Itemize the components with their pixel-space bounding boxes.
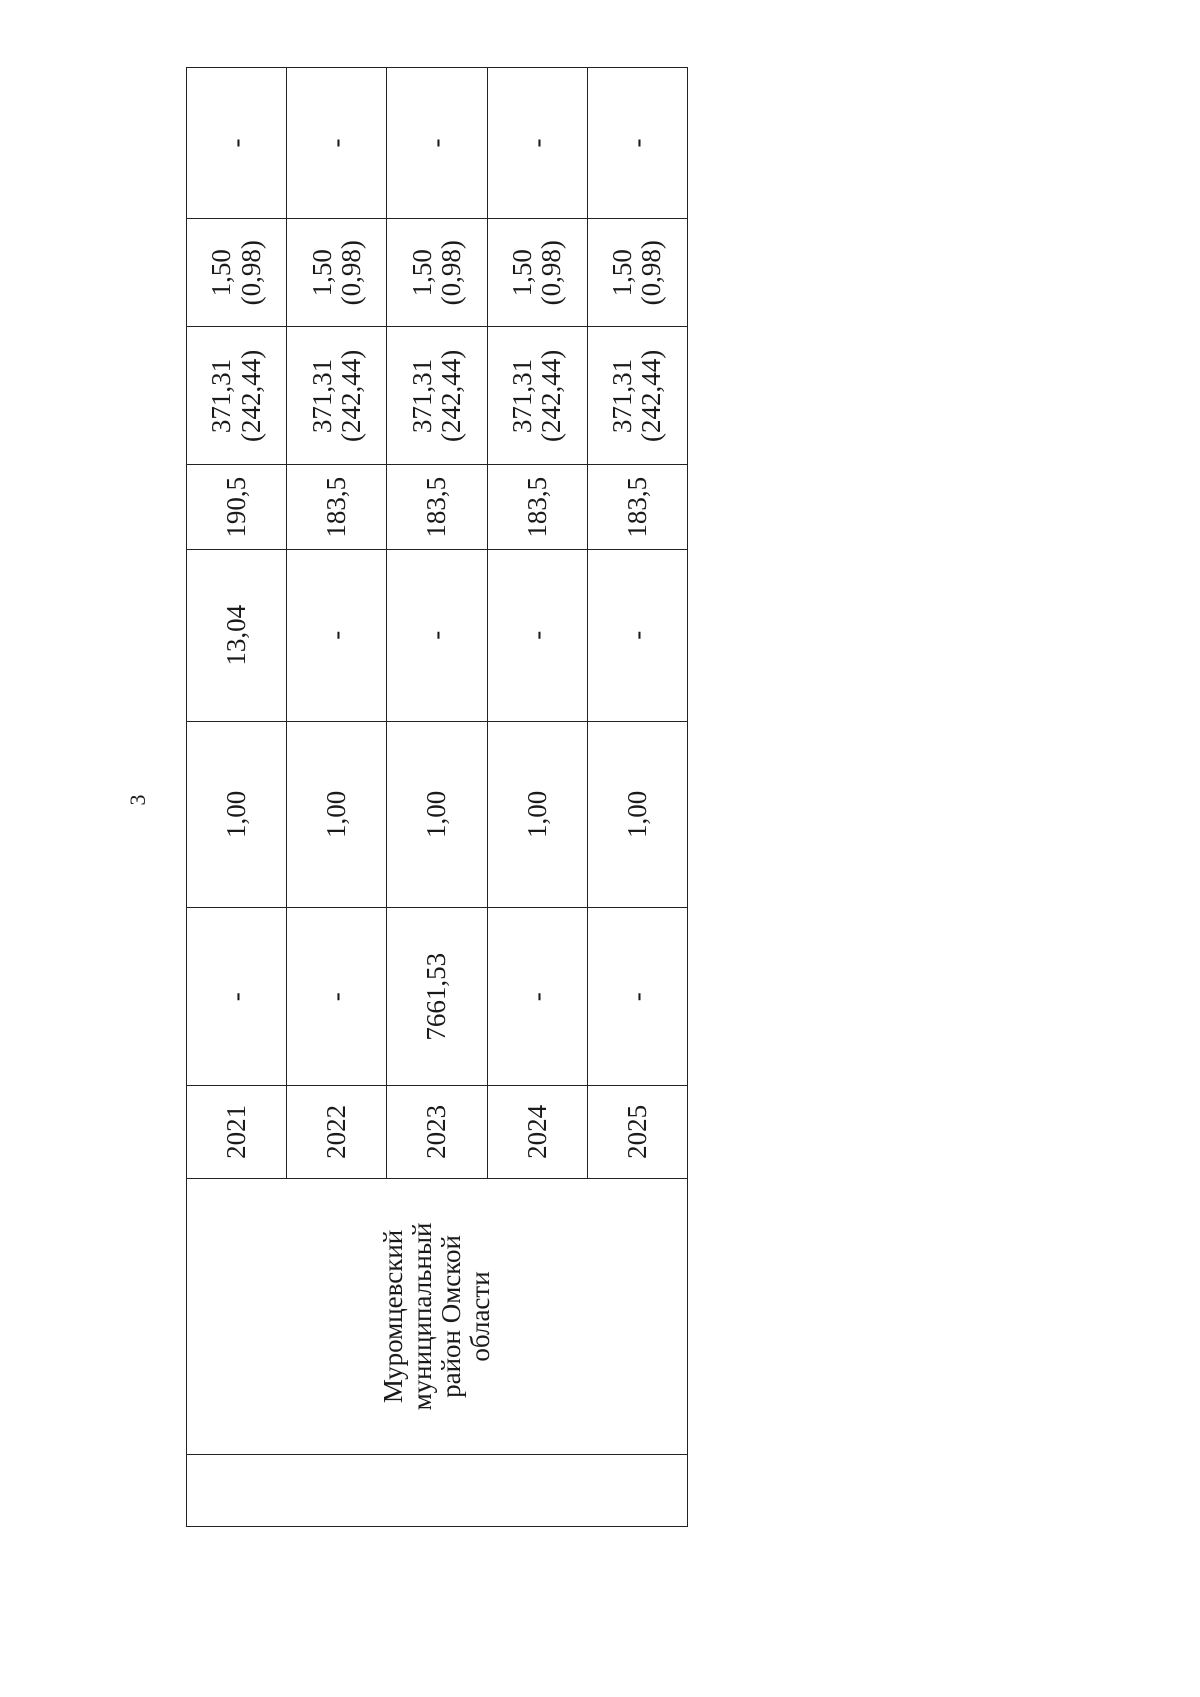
bracket-value: (0,98) [335, 240, 366, 306]
value-cell: - [487, 550, 587, 722]
main-value: 371,31 [607, 358, 638, 434]
value-cell: 190,5 [187, 465, 287, 550]
value-cell [487, 218, 587, 327]
value-cell: - [187, 908, 287, 1086]
value-cell: - [487, 908, 587, 1086]
rotated-table-container [186, 67, 688, 1527]
bracket-value: (242,44) [636, 349, 667, 443]
value-cell [387, 218, 487, 327]
value-cell: - [287, 908, 387, 1086]
value-cell: 1,00 [187, 721, 287, 908]
bracket-value: (242,44) [435, 349, 466, 443]
value-cell [487, 327, 587, 465]
bracket-value: (0,98) [636, 240, 667, 306]
year-cell: 2021 [187, 1086, 287, 1178]
value-cell: 183,5 [387, 465, 487, 550]
main-value: 371,31 [306, 358, 337, 434]
year-cell: 2025 [587, 1086, 687, 1178]
value-cell: 1,00 [487, 721, 587, 908]
bracket-value: (242,44) [335, 349, 366, 443]
main-value: 1,50 [406, 249, 437, 297]
value-cell: 1,00 [387, 721, 487, 908]
value-cell: - [587, 908, 687, 1086]
value-cell: - [487, 68, 587, 219]
value-cell [587, 218, 687, 327]
value-cell: 7661,53 [387, 908, 487, 1086]
data-table [186, 67, 688, 1527]
empty-cell [187, 1455, 688, 1527]
table-row [187, 68, 287, 1527]
value-cell: 1,00 [587, 721, 687, 908]
year-cell: 2024 [487, 1086, 587, 1178]
region-name-cell: Муромцевский муниципальный район Омской области [187, 1178, 688, 1455]
value-cell: - [587, 68, 687, 219]
value-cell [187, 218, 287, 327]
main-value: 371,31 [206, 358, 237, 434]
value-cell: - [287, 68, 387, 219]
main-value: 371,31 [406, 358, 437, 434]
value-cell: 1,00 [287, 721, 387, 908]
value-cell: - [387, 550, 487, 722]
value-cell: - [387, 68, 487, 219]
main-value: 1,50 [607, 249, 638, 297]
value-cell [287, 327, 387, 465]
bracket-value: (242,44) [536, 349, 567, 443]
value-cell: - [587, 550, 687, 722]
bracket-value: (242,44) [235, 349, 266, 443]
main-value: 1,50 [206, 249, 237, 297]
bracket-value: (0,98) [235, 240, 266, 306]
value-cell: 183,5 [287, 465, 387, 550]
value-cell: 13,04 [187, 550, 287, 722]
value-cell: - [287, 550, 387, 722]
year-cell: 2022 [287, 1086, 387, 1178]
value-cell: 183,5 [487, 465, 587, 550]
bracket-value: (0,98) [435, 240, 466, 306]
value-cell [187, 327, 287, 465]
value-cell: 183,5 [587, 465, 687, 550]
value-cell: - [187, 68, 287, 219]
main-value: 371,31 [507, 358, 537, 434]
main-value: 1,50 [507, 249, 537, 297]
value-cell [587, 327, 687, 465]
bracket-value: (0,98) [536, 240, 567, 306]
value-cell [287, 218, 387, 327]
year-cell: 2023 [387, 1086, 487, 1178]
value-cell [387, 327, 487, 465]
page-number: 3 [125, 794, 150, 806]
main-value: 1,50 [306, 249, 337, 297]
